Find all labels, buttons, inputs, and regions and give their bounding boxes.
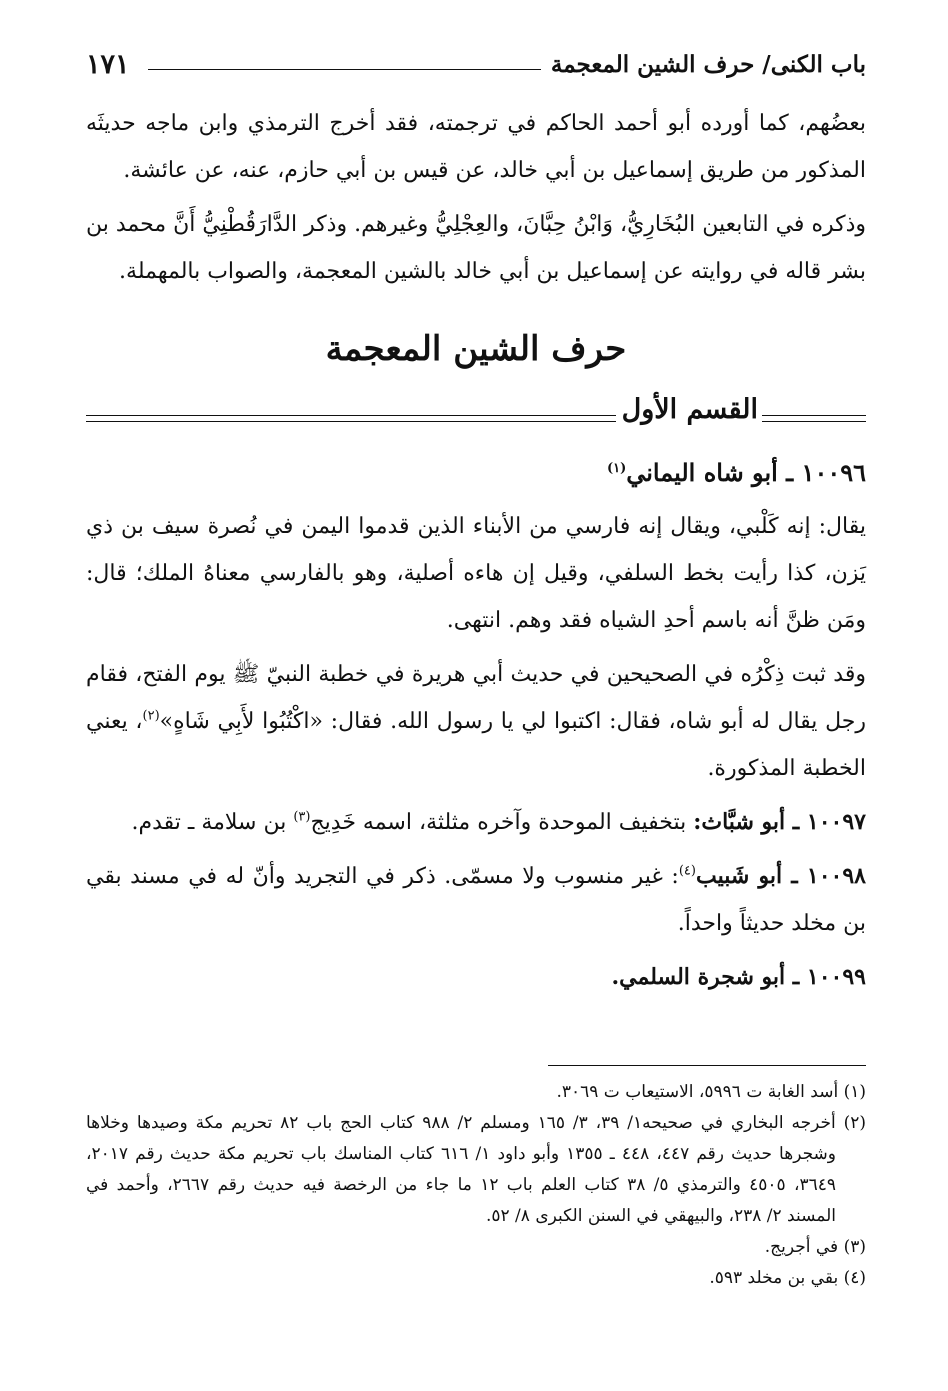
main-text [86,100,866,1001]
section-rule-right [762,415,866,422]
entry-10096-title: ١٠٠٩٦ ـ أبو شاه اليماني [626,458,866,487]
footnote-ref-2[interactable]: (٢) [142,708,160,724]
intro-paragraph-1: بعضُهم، كما أورده أبو أحمد الحاكم في ترجمته، فقد أخرج الترمذي وابن ماجه حديثَه المذكور من طريق إسماعيل بن أبي خالد، عن قيس بن أبي حازم، عنه، عن عائشة. [86,111,866,183]
entry-10097-text-end: بن سلامة ـ تقدم. [131,810,294,835]
footnote-3: (٣) في أجريج. [764,1237,866,1257]
footnote-ref-1[interactable]: (١) [606,461,627,476]
footnote-ref-3[interactable]: (٣) [293,809,311,825]
entry-10096-para2-end: ، يعني الخطبة المذكورة. [86,709,866,781]
footnotes [86,1077,866,1294]
section-heading: القسم الأول [621,393,758,425]
intro-paragraph-2: وذكره في التابعين البُخَارِيُّ، وَابْنُ حِبَّانَ، والعِجْلِيُّ وغيرهم. وذكر الدَّارَقُطْنِيُّ أَنَّ محمد بن بشر قاله في روايته عن إسماعيل بن أبي خالد بالشين المعجمة، والصواب بالمهملة. [86,212,866,284]
footnote-1: (١) أسد الغابة ت ٥٩٩٦، الاستيعاب ت ٣٠٦٩. [556,1082,866,1102]
entry-10096-paragraph-2 [86,651,866,792]
running-title: باب الكنى/ حرف الشين المعجمة [550,50,866,78]
entry-10098-text: : غير منسوب ولا مسمّى. ذكر في التجريد وأنّ له في مسند بقي بن مخلد حديثاً واحداً. [86,864,866,936]
entry-10096-heading [86,449,866,496]
entry-10097 [86,799,866,846]
page-number: ١٧١ [86,48,130,80]
chapter-heading: حرف الشين المعجمة [325,329,627,369]
entry-10098-label: ١٠٠٩٨ ـ أبو شَبيب [695,863,866,889]
footnote-separator [548,1065,866,1066]
entry-10098 [86,853,866,947]
entry-10099-heading: ١٠٠٩٩ ـ أبو شجرة السلمي. [611,964,866,990]
footnote-4: (٤) بقي بن مخلد ٥٩٣. [709,1268,866,1288]
entry-10096-paragraph-1: يقال: إنه كَلْبي، ويقال إنه فارسي من الأبناء الذين قدموا اليمن في نُصرة سيف بن ذي يَزن، كذا رأيت بخط السلفي، وقيل إن هاءه أصلية، وهو بالفارسي معناهُ الملك؛ قال: ومَن ظنَّ أنه باسم أحدِ الشياه فقد وهم. انتهى. [86,514,866,633]
section-heading-row [86,387,866,431]
footnote-ref-4[interactable]: (٤) [678,863,696,879]
section-rule-left [86,415,616,422]
entry-10097-label: ١٠٠٩٧ ـ أبو شبَّاث: [693,809,866,835]
entry-10097-text: بتخفيف الموحدة وآخره مثلثة، اسمه خَدِيج [310,810,694,835]
footnote-2: (٢) أخرجه البخاري في صحيحه١/ ٣٩، ٣/ ١٦٥ ومسلم ٢/ ٩٨٨ كتاب الحج باب ٨٢ تحريم مكة وصيدها وخلاها وشجرها حديث رقم ٤٤٧، ٤٤٨ ـ ١٣٥٥ وأبو داود ١/ ٦١٦ كتاب المناسك باب تحريم مكة حديث رقم ٢٠١٧، ٣٦٤٩، ٤٥٠٥ والترمذي ٥/ ٣٨ كتاب العلم باب ١٢ ما جاء من الرخصة فيه حديث رقم ٢٦٦٧، وأحمد في المسند ٢/ ٢٣٨، والبيهقي في السنن الكبرى ٨/ ٥٢. [86,1113,867,1226]
running-header [86,44,866,84]
entry-10096-para2-text: وقد ثبت ذِكْرُه في الصحيحين في حديث أبي هريرة في خطبة النبيّ ﷺ يوم الفتح، فقام رجل يقال له أبو شاه، فقال: اكتبوا لي يا رسول الله. فقال: «اكْتُبُوا لأَبِي شَاهٍ» [86,662,866,734]
header-rule [148,69,541,70]
